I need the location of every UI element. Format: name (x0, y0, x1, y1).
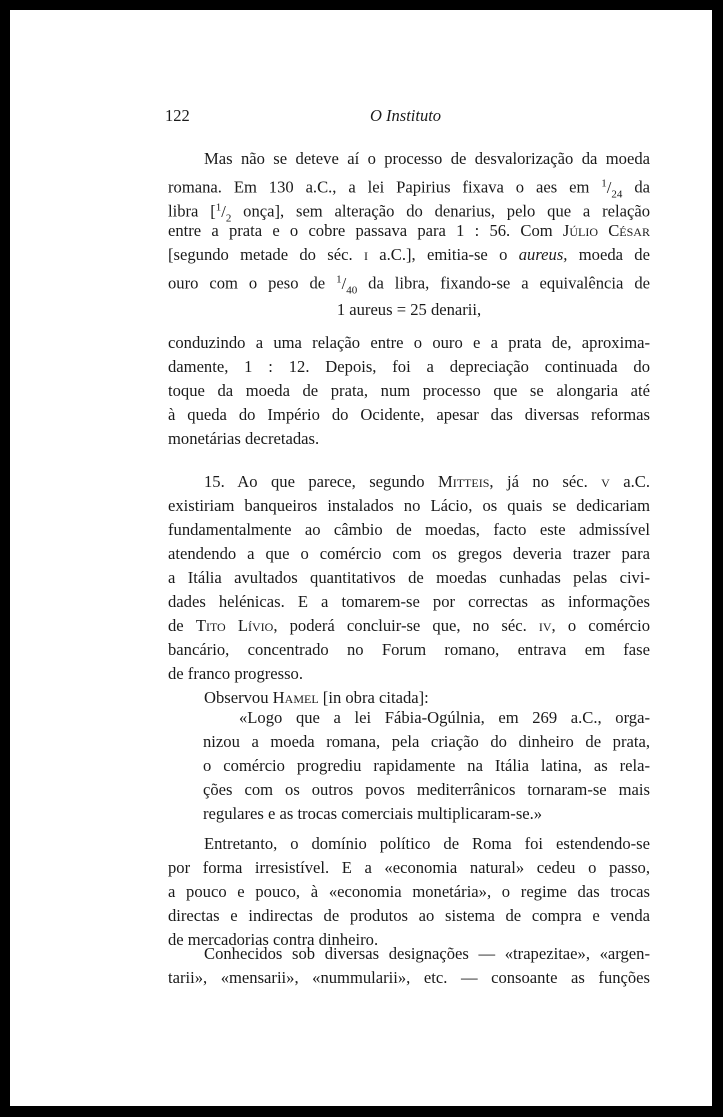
text-line: «Logo que a lei Fábia-Ogúlnia, em 269 a.C., orga- (239, 708, 650, 727)
text-line: toque da moeda de prata, num processo que se alongaria até (168, 381, 650, 400)
text-line: por forma irresistível. E a «economia natural» cedeu o passo, (168, 858, 650, 877)
person-name: Hamel (272, 688, 319, 707)
text-line: ções com os outros povos mediterrânicos tornaram-se mais (203, 780, 650, 799)
text-line: conduzindo a uma relação entre o ouro e a prata de, aproxima- (168, 333, 650, 352)
page-number: 122 (165, 106, 190, 125)
fraction: $^1/_{24}$ (601, 177, 623, 200)
paragraph-6 (168, 942, 650, 990)
text-line: directas e indirectas de produtos ao sistema de compra e venda (168, 906, 650, 925)
text-line: nizou a moeda romana, pela criação do dinheiro de prata, (203, 732, 650, 751)
fraction: $^1/_{40}$ (336, 273, 358, 296)
text-line: romana. Em 130 a.C., a lei Papirius fixava o aes em $^1/_{24}$ da (168, 177, 650, 200)
text-line: bancário, concentrado no Forum romano, entrava em fase (168, 640, 650, 659)
person-name: Mitteis, (437, 472, 494, 491)
text-line: Conhecidos sob diversas designações — «trapezitae», «argen- (204, 944, 650, 963)
text-line: tarii», «mensarii», «nummularii», etc. — consoante as funções (168, 968, 650, 987)
paragraph-2 (168, 331, 650, 451)
running-title: O Instituto (370, 106, 442, 125)
text-line: de mercadorias contra dinheiro. (168, 930, 379, 949)
text-line: Mas não se deteve aí o processo de desvalorização da moeda (204, 149, 650, 168)
text-line: entre a prata e o cobre passava para 1 : 56. Com Júlio César (168, 221, 650, 240)
block-quote (203, 706, 650, 826)
fraction: $^1/_2$ (215, 201, 232, 224)
text-line: Observou Hamel [in obra citada]: (204, 688, 429, 707)
paragraph-3 (168, 470, 650, 686)
equation: 1 aureus = 25 denarii, (336, 300, 482, 319)
text-line: fundamentalmente ao câmbio de moedas, facto este admissível (168, 520, 650, 539)
paragraph-5 (168, 832, 650, 952)
text-line: libra [$^1/_2$ onça], sem alteração do denarius, pelo que a relação (168, 201, 650, 224)
text-line: ouro com o peso de $^1/_{40}$ da libra, fixando-se a equivalência de (168, 273, 650, 296)
text-line: à queda do Império do Ocidente, apesar das diversas reformas (168, 405, 650, 424)
text-line: a pouco e pouco, à «economia monetária», o regime das trocas (168, 882, 650, 901)
document-page (10, 10, 712, 1106)
text-line: a Itália avultados quantitativos de moedas cunhadas pelas civi- (168, 568, 650, 587)
text-line: 15. Ao que parece, segundo Mitteis, já no séc. v a.C. (204, 472, 651, 491)
text-line: [segundo metade do séc. i a.C.], emitia-se o aureus, moeda de (168, 245, 650, 264)
text-line: Entretanto, o domínio político de Roma foi estendendo-se (204, 834, 650, 853)
text-line: existiriam banqueiros instalados no Lácio, os quais se dedicariam (168, 496, 650, 515)
text-line: regulares e as trocas comerciais multiplicaram-se.» (203, 804, 543, 823)
paragraph-1 (168, 147, 650, 296)
person-name: Tito Lívio, (195, 616, 278, 635)
text-line: dades helénicas. E a tomarem-se por correctas as informações (168, 592, 650, 611)
text-line: o comércio progrediu rapidamente na Itália latina, as rela- (203, 756, 650, 775)
text-line: monetárias decretadas. (168, 429, 320, 448)
text-line: atendendo a que o comércio com os gregos deveria trazer para (168, 544, 650, 563)
text-line: de franco progresso. (168, 664, 304, 683)
text-line: de Tito Lívio, poderá concluir-se que, no séc. iv, o comércio (168, 616, 651, 635)
person-name: Júlio César (562, 221, 650, 240)
text-line: damente, 1 : 12. Depois, foi a depreciação continuada do (168, 357, 650, 376)
